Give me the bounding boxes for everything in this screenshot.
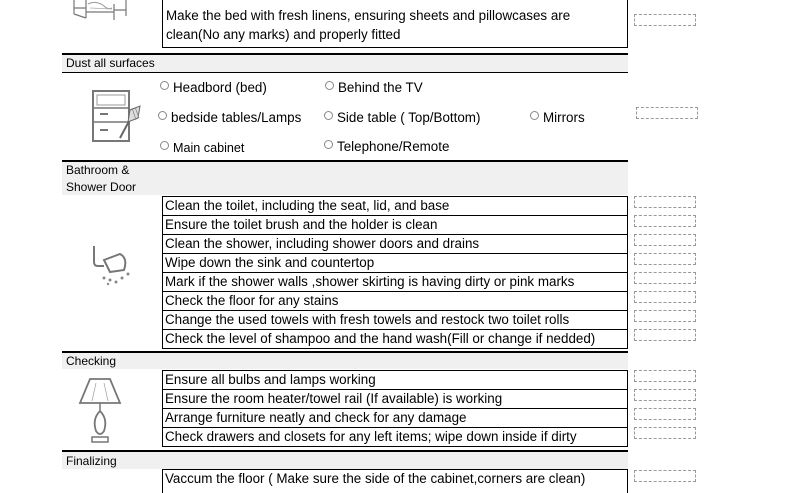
shower-head-icon — [90, 244, 134, 286]
bathroom-section-title-line1: Bathroom & — [66, 163, 130, 177]
dust-option[interactable] — [325, 79, 423, 97]
dust-option[interactable] — [160, 139, 244, 157]
dust-option-label: Behind the TV — [338, 80, 423, 95]
bathroom-task-table — [162, 196, 628, 349]
bed-task-box — [162, 0, 628, 48]
checking-task-checkbox[interactable] — [634, 427, 696, 439]
lamp-icon — [78, 375, 122, 445]
section-header-bar — [62, 452, 628, 469]
dust-option-label: Side table ( Top/Bottom) — [337, 110, 481, 125]
finalizing-task-table — [162, 469, 628, 493]
table-row: Clean the toilet, including the seat, lid, and base — [163, 197, 627, 216]
table-row: Wipe down the sink and countertop — [163, 254, 627, 273]
section-header-bar — [62, 353, 628, 369]
option-bullet-icon — [158, 111, 167, 120]
section-header-bar — [62, 162, 628, 195]
bathroom-task-checkbox[interactable] — [634, 310, 696, 322]
divider — [62, 72, 628, 73]
dust-option-label: Telephone/Remote — [337, 139, 450, 154]
table-row: Ensure the toilet brush and the holder is clean — [163, 216, 627, 235]
bed-task-checkbox[interactable] — [634, 14, 696, 26]
dust-option-label: Headbord (bed) — [173, 80, 267, 95]
bathroom-section-title-line2: Shower Door — [66, 180, 137, 194]
dust-option-label: Mirrors — [543, 110, 585, 125]
table-row: Arrange furniture neatly and check for any damage — [163, 409, 627, 428]
cabinet-duster-icon — [90, 88, 142, 144]
checking-section-title: Checking — [66, 354, 117, 368]
table-row: Check the floor for any stains — [163, 292, 627, 311]
option-bullet-icon — [160, 81, 169, 90]
dust-section-title: Dust all surfaces — [66, 56, 155, 70]
bathroom-task-checkbox[interactable] — [634, 329, 696, 341]
dust-option-label: bedside tables/Lamps — [171, 110, 302, 125]
bathroom-task-checkbox[interactable] — [634, 291, 696, 303]
dust-option[interactable] — [530, 109, 585, 127]
checking-task-table — [162, 370, 628, 447]
dust-option[interactable] — [324, 109, 480, 127]
table-row: Ensure all bulbs and lamps working — [163, 371, 627, 390]
dust-option[interactable] — [158, 109, 301, 127]
table-row: Ensure the room heater/towel rail (If available) is working — [163, 390, 627, 409]
finalizing-section-title: Finalizing — [66, 454, 117, 468]
bed-task-text: Make the bed with fresh linens, ensuring sheets and pillowcases are clean(No any marks) and properly fitted — [166, 8, 571, 42]
bathroom-task-checkbox[interactable] — [634, 272, 696, 284]
checking-task-checkbox[interactable] — [634, 370, 696, 382]
dust-option-label: Main cabinet — [173, 141, 245, 155]
table-row: Clean the shower, including shower doors and drains — [163, 235, 627, 254]
table-row: Vaccum the floor ( Make sure the side of the cabinet,corners are clean) — [165, 471, 586, 486]
option-bullet-icon — [324, 140, 333, 149]
table-row: Check the level of shampoo and the hand wash(Fill or change if nedded) — [165, 331, 596, 346]
bathroom-task-checkbox[interactable] — [634, 253, 696, 265]
bathroom-task-checkbox[interactable] — [634, 196, 696, 208]
table-row: Change the used towels with fresh towels and restock two toilet rolls — [163, 311, 627, 330]
table-row: Check drawers and closets for any left items; wipe down inside if dirty — [165, 429, 577, 444]
bathroom-task-checkbox[interactable] — [634, 215, 696, 227]
option-bullet-icon — [530, 111, 539, 120]
bed-icon — [72, 0, 128, 22]
bathroom-task-checkbox[interactable] — [634, 234, 696, 246]
checking-task-checkbox[interactable] — [634, 389, 696, 401]
table-row: Mark if the shower walls ,shower skirting is having dirty or pink marks — [163, 273, 627, 292]
option-bullet-icon — [325, 81, 334, 90]
dust-option[interactable] — [160, 79, 267, 97]
option-bullet-icon — [160, 141, 169, 150]
checking-task-checkbox[interactable] — [634, 408, 696, 420]
dust-option[interactable] — [324, 138, 449, 156]
dust-checkbox[interactable] — [636, 107, 698, 119]
finalizing-task-checkbox[interactable] — [634, 470, 696, 482]
option-bullet-icon — [324, 111, 333, 120]
